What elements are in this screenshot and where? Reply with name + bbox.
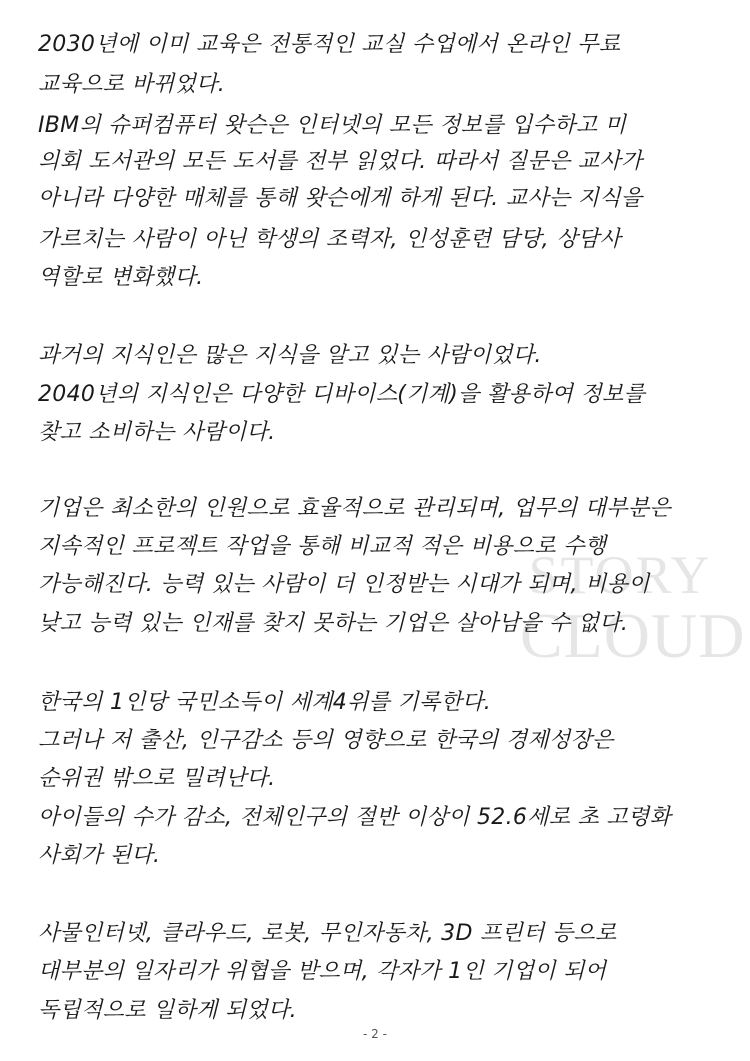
paragraph-4-line-3: 순위권 밖으로 밀려난다.: [38, 766, 276, 791]
story-cloud-watermark: [520, 545, 746, 671]
paragraph-1-line-5: 아니라 다양한 매체를 통해 왓슨에게 하게 된다. 교사는 지식을: [38, 186, 643, 211]
paragraph-1-line-2: 교육으로 바뀌었다.: [38, 72, 226, 97]
paragraph-2-line-2: 2040년의 지식인은 다양한 디바이스(기계)을 활용하여 정보를: [38, 382, 646, 407]
paragraph-4-line-5: 사회가 된다.: [38, 843, 161, 868]
watermark-line-2: CLOUD: [520, 600, 746, 671]
paragraph-5-line-2: 대부분의 일자리가 위협을 받으며, 각자가 1인 기업이 되어: [38, 959, 607, 984]
paragraph-1-line-4: 의회 도서관의 모든 도서를 전부 읽었다. 따라서 질문은 교사가: [38, 149, 643, 174]
paragraph-3-line-4: 낮고 능력 있는 인재를 찾지 못하는 기업은 살아남을 수 없다.: [38, 611, 629, 636]
paragraph-3-line-2: 지속적인 프로젝트 작업을 통해 비교적 적은 비용으로 수행: [38, 534, 607, 559]
paragraph-1-line-7: 역할로 변화했다.: [38, 265, 204, 290]
paragraph-1-line-6: 가르치는 사람이 아닌 학생의 조력자, 인성훈련 담당, 상담사: [38, 227, 621, 252]
paragraph-4-line-4: 아이들의 수가 감소, 전체인구의 절반 이상이 52.6세로 초 고령화: [38, 805, 672, 830]
paragraph-1-line-3: IBM의 슈퍼컴퓨터 왓슨은 인터넷의 모든 정보를 입수하고 미: [38, 113, 627, 138]
paragraph-4-line-2: 그러나 저 출산, 인구감소 등의 영향으로 한국의 경제성장은: [38, 728, 614, 753]
paragraph-2-line-3: 찾고 소비하는 사람이다.: [38, 420, 276, 445]
paragraph-3-line-3: 가능해진다. 능력 있는 사람이 더 인정받는 시대가 되며, 비용이: [38, 572, 650, 597]
paragraph-1-line-1: 2030년에 이미 교육은 전통적인 교실 수업에서 온라인 무료: [38, 32, 621, 57]
paragraph-4-line-1: 한국의 1인당 국민소득이 세계4위를 기록한다.: [38, 690, 491, 715]
paragraph-3-line-1: 기업은 최소한의 인원으로 효율적으로 관리되며, 업무의 대부분은: [38, 496, 671, 521]
paragraph-2-line-1: 과거의 지식인은 많은 지식을 알고 있는 사람이었다.: [38, 343, 542, 368]
paragraph-5-line-3: 독립적으로 일하게 되었다.: [38, 998, 297, 1023]
page-number: - 2 -: [363, 1027, 387, 1041]
paragraph-5-line-1: 사물인터넷, 클라우드, 로봇, 무인자동차, 3D 프린터 등으로: [38, 921, 617, 946]
watermark-line-1: STORY: [528, 545, 712, 605]
